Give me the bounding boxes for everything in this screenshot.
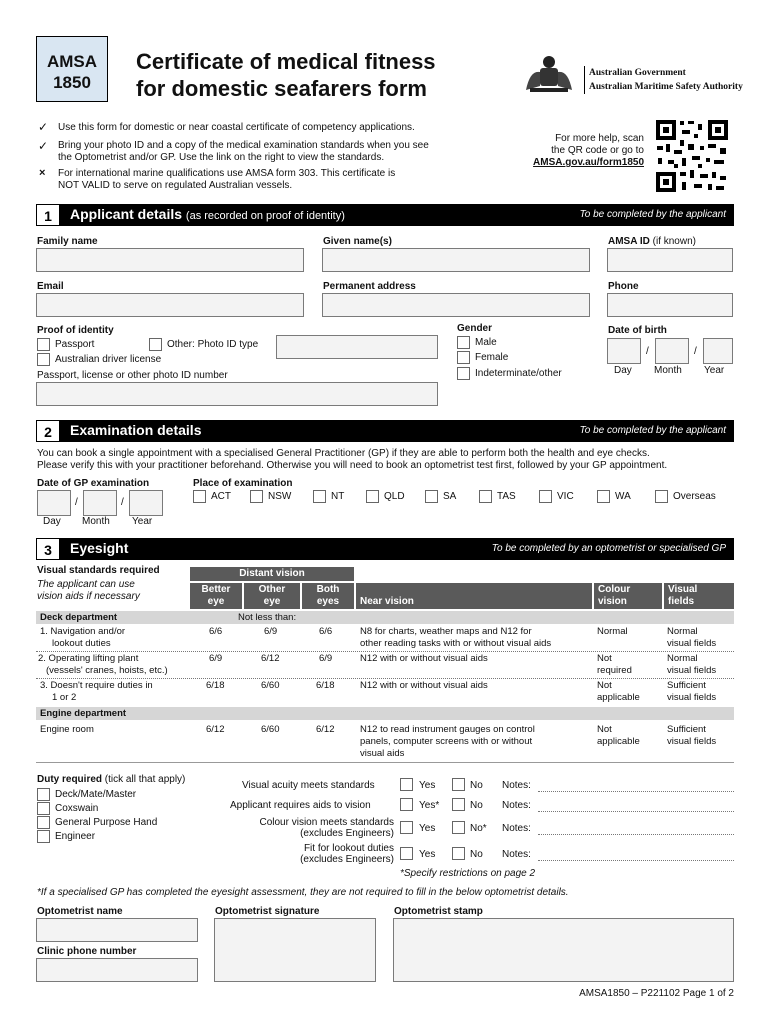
place-nsw-checkbox[interactable] <box>250 490 263 503</box>
dob-month-field[interactable] <box>655 338 689 364</box>
intro-item3a: For international marine qualifications use AMSA form 303. This certificate is <box>58 168 396 179</box>
row3-better-eye: 6/18 <box>206 680 225 691</box>
engine-department-row <box>36 707 734 720</box>
section-2-header <box>36 420 734 442</box>
q2-no-label: No <box>470 800 483 811</box>
gov-line2: Australian Maritime Safety Authority <box>589 82 743 92</box>
place-tas-checkbox[interactable] <box>479 490 492 503</box>
table-bottom-rule <box>36 762 734 763</box>
q1-no-checkbox[interactable] <box>452 778 465 791</box>
place-sa-label: SA <box>443 491 457 502</box>
amsa-id-field[interactable] <box>607 248 733 272</box>
row4-both-eyes: 6/12 <box>316 724 335 735</box>
row1-near-vision: N8 for charts, weather maps and N12 for other reading tasks with or without visual aids <box>360 626 552 649</box>
row2-near-vision: N12 with or without visual aids <box>360 653 488 664</box>
engine-department-label: Engine department <box>40 708 127 719</box>
dob-day-field[interactable] <box>607 338 641 364</box>
form-code-box <box>36 36 108 102</box>
q2-label: Applicant requires aids to vision <box>230 800 371 811</box>
q4-notes-label: Notes: <box>502 849 531 860</box>
gp-date-year-label: Year <box>132 516 153 527</box>
page-title-line2: for domestic seafarers form <box>136 76 427 101</box>
check-icon: ✓ <box>38 120 49 134</box>
other-eye-header: Other eye <box>244 583 300 609</box>
section-3-title: Eyesight <box>70 540 129 556</box>
intro-item1: Use this form for domestic or near coastal certificate of competency applications. <box>58 122 415 133</box>
place-wa-label: WA <box>615 491 631 502</box>
row4-other-eye: 6/60 <box>261 724 280 735</box>
qr-code-icon[interactable] <box>654 118 730 194</box>
deck-department-row <box>36 611 734 624</box>
q4-label: Fit for lookout duties (excludes Engineers) <box>300 843 394 865</box>
visual-fields-header: Visual fields <box>664 583 734 609</box>
q4-no-label: No <box>470 849 483 860</box>
address-field[interactable] <box>322 293 590 317</box>
row3-other-eye: 6/60 <box>261 680 280 691</box>
dob-month-label: Month <box>654 365 682 376</box>
indeterminate-label: Indeterminate/other <box>475 368 562 379</box>
phone-field[interactable] <box>607 293 733 317</box>
place-nt-checkbox[interactable] <box>313 490 326 503</box>
dob-slash: / <box>646 346 649 357</box>
check-icon: ✓ <box>38 139 49 153</box>
duty-deck-checkbox[interactable] <box>37 788 50 801</box>
section-3-header <box>36 538 734 560</box>
row-divider <box>36 651 734 652</box>
q4-notes-line[interactable] <box>538 860 734 861</box>
amsa-id-label: AMSA ID (if known) <box>608 236 696 247</box>
q2-no-checkbox[interactable] <box>452 798 465 811</box>
help-line2: the QR code or go to <box>551 145 644 156</box>
gp-date-month-field[interactable] <box>83 490 117 516</box>
section-2-note: To be completed by the applicant <box>579 425 726 436</box>
row2-duty: 2. Operating lifting plant (vessels' cranes, hoists, etc.) <box>38 653 168 676</box>
page-footer: AMSA1850 – P221102 Page 1 of 2 <box>579 988 734 999</box>
optometrist-name-field[interactable] <box>36 918 198 942</box>
place-qld-label: QLD <box>384 491 405 502</box>
section-1-note: To be completed by the applicant <box>579 209 726 220</box>
visual-standards-label: Visual standards required <box>37 565 160 576</box>
place-tas-label: TAS <box>497 491 516 502</box>
address-label: Permanent address <box>323 281 416 292</box>
q1-notes-line[interactable] <box>538 791 734 792</box>
phone-label: Phone <box>608 281 639 292</box>
section-3-number: 3 <box>36 538 60 560</box>
id-number-label: Passport, license or other photo ID number <box>37 370 228 381</box>
female-checkbox[interactable] <box>457 351 470 364</box>
q1-label: Visual acuity meets standards <box>242 780 375 791</box>
place-wa-checkbox[interactable] <box>597 490 610 503</box>
male-checkbox[interactable] <box>457 336 470 349</box>
page-title <box>136 48 436 102</box>
near-vision-header: Near vision <box>356 583 592 609</box>
other-id-label: Other: Photo ID type <box>167 339 259 350</box>
row1-better-eye: 6/6 <box>209 626 223 637</box>
section-1-title: Applicant details (as recorded on proof of identity) <box>70 206 345 222</box>
male-label: Male <box>475 337 497 348</box>
dob-label: Date of birth <box>608 325 667 336</box>
gp-date-label: Date of GP examination <box>37 478 150 489</box>
optometrist-stamp-field[interactable] <box>393 918 734 982</box>
other-id-type-field[interactable] <box>276 335 438 359</box>
row2-both-eyes: 6/9 <box>319 653 333 664</box>
form-code-line1: AMSA <box>46 52 98 71</box>
row3-near-vision: N12 with or without visual aids <box>360 680 488 691</box>
section-2-number: 2 <box>36 420 60 442</box>
optometrist-signature-field[interactable] <box>214 918 376 982</box>
q4-yes-label: Yes <box>419 849 436 860</box>
row3-colour: Not applicable <box>597 680 640 703</box>
help-link[interactable]: AMSA.gov.au/form1850 <box>533 157 644 168</box>
specify-restrictions-note: *Specify restrictions on page 2 <box>400 868 536 879</box>
row1-other-eye: 6/9 <box>264 626 278 637</box>
driver-license-label: Australian driver license <box>55 354 162 365</box>
distant-vision-header: Distant vision <box>190 567 354 581</box>
coat-of-arms-icon <box>520 52 578 96</box>
q2-yes-label: Yes* <box>419 800 440 811</box>
gp-date-year-field[interactable] <box>129 490 163 516</box>
intro-item3b: NOT VALID to serve on regulated Australian vessels. <box>58 180 293 191</box>
row4-fields: Sufficient visual fields <box>667 724 717 747</box>
other-id-checkbox[interactable] <box>149 338 162 351</box>
dob-year-label: Year <box>704 365 725 376</box>
gp-note: *If a specialised GP has completed the eyesight assessment, they are not required to fill in the below optometrist details. <box>37 887 569 898</box>
q3-notes-label: Notes: <box>502 823 531 834</box>
duty-coxswain-checkbox[interactable] <box>37 802 50 815</box>
q3-no-label: No* <box>470 823 487 834</box>
duty-engineer-checkbox[interactable] <box>37 830 50 843</box>
intro-item2a: Bring your photo ID and a copy of the medical examination standards when you see <box>58 140 429 151</box>
row1-duty: 1. Navigation and/or lookout duties <box>40 626 126 649</box>
email-field[interactable] <box>36 293 304 317</box>
q1-yes-checkbox[interactable] <box>400 778 413 791</box>
q3-yes-label: Yes <box>419 823 436 834</box>
place-sa-checkbox[interactable] <box>425 490 438 503</box>
row2-colour: Not required <box>597 653 632 676</box>
q3-notes-line[interactable] <box>538 834 734 835</box>
family-name-field[interactable] <box>36 248 304 272</box>
dob-day-label: Day <box>614 365 632 376</box>
optometrist-signature-label: Optometrist signature <box>215 906 320 917</box>
colour-vision-header: Colour vision <box>594 583 662 609</box>
row-divider <box>36 678 734 679</box>
not-less-than-label: Not less than: <box>238 612 297 623</box>
row1-both-eyes: 6/6 <box>319 626 333 637</box>
row3-duty: 3. Doesn't require duties in 1 or 2 <box>40 680 153 703</box>
cross-icon: × <box>39 167 46 179</box>
section-1-number: 1 <box>36 204 60 226</box>
government-logo-text <box>584 66 743 94</box>
q4-no-checkbox[interactable] <box>452 847 465 860</box>
section-3-note: To be completed by an optometrist or specialised GP <box>491 543 726 554</box>
place-vic-label: VIC <box>557 491 574 502</box>
given-name-label: Given name(s) <box>323 236 392 247</box>
dob-year-field[interactable] <box>703 338 733 364</box>
clinic-phone-label: Clinic phone number <box>37 946 137 957</box>
page-title-line1: Certificate of medical fitness <box>136 49 436 74</box>
place-overseas-label: Overseas <box>673 491 716 502</box>
passport-label: Passport <box>55 339 95 350</box>
female-label: Female <box>475 352 509 363</box>
gp-date-slash: / <box>75 497 78 508</box>
q1-yes-label: Yes <box>419 780 436 791</box>
place-act-label: ACT <box>211 491 231 502</box>
optometrist-name-label: Optometrist name <box>37 906 123 917</box>
better-eye-header: Better eye <box>190 583 242 609</box>
row4-better-eye: 6/12 <box>206 724 225 735</box>
q2-notes-label: Notes: <box>502 800 531 811</box>
duty-gph-checkbox[interactable] <box>37 816 50 829</box>
place-overseas-checkbox[interactable] <box>655 490 668 503</box>
row4-near-vision: N12 to read instrument gauges on control panels, computer screens with or without visual aids <box>360 724 535 759</box>
deck-department-label: Deck department <box>40 612 118 623</box>
passport-checkbox[interactable] <box>37 338 50 351</box>
gp-date-day-field[interactable] <box>37 490 71 516</box>
row1-fields: Normal visual fields <box>667 626 717 649</box>
proof-of-identity-label: Proof of identity <box>37 325 114 336</box>
gp-date-day-label: Day <box>43 516 61 527</box>
place-nsw-label: NSW <box>268 491 292 502</box>
place-qld-checkbox[interactable] <box>366 490 379 503</box>
row2-other-eye: 6/12 <box>261 653 280 664</box>
q3-label: Colour vision meets standards (excludes Engineers) <box>259 817 394 839</box>
exam-paragraph-1: You can book a single appointment with a specialised General Practitioner (GP) if they are able to perform both the health and eye checks. <box>37 448 650 459</box>
id-number-field[interactable] <box>36 382 438 406</box>
vision-aids-line1: The applicant can use <box>37 579 135 590</box>
help-text <box>508 133 644 169</box>
row4-duty: Engine room <box>40 724 94 735</box>
q3-yes-checkbox[interactable] <box>400 821 413 834</box>
section-1-header <box>36 204 734 226</box>
duty-gph-label: General Purpose Hand <box>55 817 158 828</box>
email-label: Email <box>37 281 64 292</box>
given-name-field[interactable] <box>322 248 590 272</box>
optometrist-stamp-label: Optometrist stamp <box>394 906 483 917</box>
place-act-checkbox[interactable] <box>193 490 206 503</box>
exam-paragraph-2: Please verify this with your practitioner beforehand. Otherwise you will need to book an optometrist test first, followed by your GP appointment. <box>37 460 668 471</box>
place-nt-label: NT <box>331 491 345 502</box>
duty-required-label: Duty required (tick all that apply) <box>37 774 186 785</box>
family-name-label: Family name <box>37 236 98 247</box>
q4-yes-checkbox[interactable] <box>400 847 413 860</box>
place-vic-checkbox[interactable] <box>539 490 552 503</box>
q2-yes-checkbox[interactable] <box>400 798 413 811</box>
help-line1: For more help, scan <box>555 133 644 144</box>
q3-no-checkbox[interactable] <box>452 821 465 834</box>
intro-item2b: the Optometrist and/or GP. Use the link on the right to view the standards. <box>58 152 385 163</box>
row2-fields: Normal visual fields <box>667 653 717 676</box>
row1-colour: Normal <box>597 626 628 637</box>
duty-coxswain-label: Coxswain <box>55 803 99 814</box>
gender-label: Gender <box>457 323 493 334</box>
duty-engineer-label: Engineer <box>55 831 96 842</box>
clinic-phone-field[interactable] <box>36 958 198 982</box>
driver-license-checkbox[interactable] <box>37 353 50 366</box>
both-eyes-header: Both eyes <box>302 583 354 609</box>
q1-no-label: No <box>470 780 483 791</box>
vision-aids-line2: vision aids if necessary <box>37 591 140 602</box>
form-code-line2: 1850 <box>53 73 91 92</box>
row4-colour: Not applicable <box>597 724 640 747</box>
gov-line1: Australian Government <box>589 68 686 78</box>
row2-better-eye: 6/9 <box>209 653 223 664</box>
section-2-title: Examination details <box>70 422 202 438</box>
duty-deck-label: Deck/Mate/Master <box>55 789 137 800</box>
row3-both-eyes: 6/18 <box>316 680 335 691</box>
gp-date-month-label: Month <box>82 516 110 527</box>
q2-notes-line[interactable] <box>538 811 734 812</box>
row3-fields: Sufficient visual fields <box>667 680 717 703</box>
dob-slash: / <box>694 346 697 357</box>
gp-date-slash: / <box>121 497 124 508</box>
q1-notes-label: Notes: <box>502 780 531 791</box>
indeterminate-checkbox[interactable] <box>457 367 470 380</box>
place-of-exam-label: Place of examination <box>193 478 293 489</box>
